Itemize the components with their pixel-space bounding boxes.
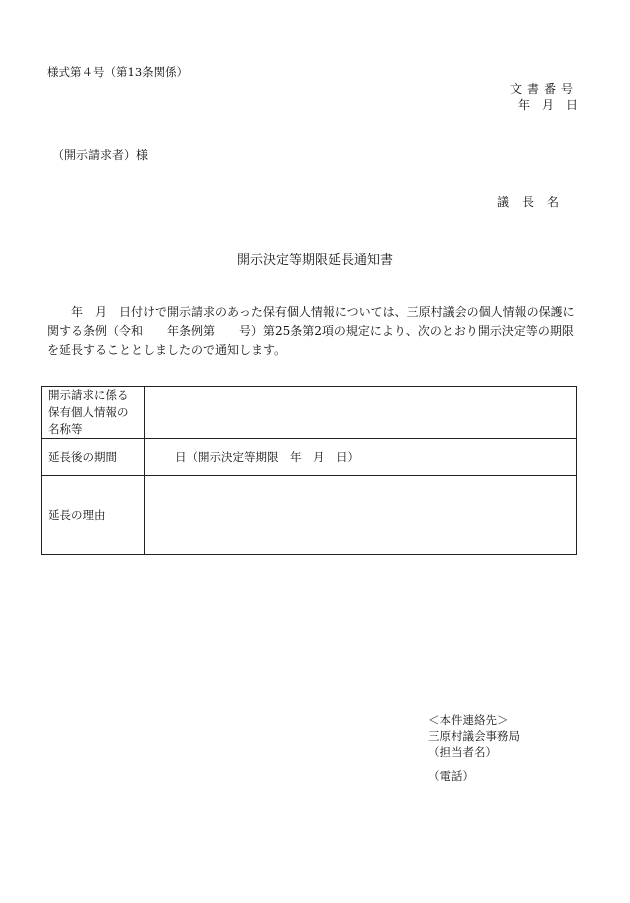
addressee: （開示請求者）様 [52,148,149,162]
contact-phone: （電話） [428,769,474,783]
row-label-info-name: 開示請求に係る保有個人情報の名称等 [42,387,145,439]
document-date: 年 月 日 [517,98,578,112]
table-row [42,439,577,476]
table-row [42,476,577,555]
row-value-reason [145,476,577,555]
body-paragraph [47,303,583,360]
contact-person: （担当者名） [428,745,497,759]
extension-info-table [41,386,577,555]
document-number: 文書番号 [509,82,578,96]
row-label-extended-period: 延長後の期間 [42,439,145,476]
row-value-extended-period: 日（開示決定等期限 年 月 日） [145,439,577,476]
row-label-reason: 延長の理由 [42,476,145,555]
contact-office: 三原村議会事務局 [428,729,520,743]
document-title: 開示決定等期限延長通知書 [236,253,393,268]
form-number: 様式第４号（第13条関係） [47,65,189,79]
contact-heading: ＜本件連絡先＞ [428,713,509,727]
row-value-info-name [145,387,577,439]
body-text: 年 月 日付けで開示請求のあった保有個人情報については、三原村議会の個人情報の保護に関する条例（令和 年条例第 号）第25条第2項の規定により、次のとおり開示決定等の期限を延長することとしましたので通知します。 [47,305,575,357]
issuer-name: 議長名 [496,195,572,209]
contact-block [428,712,520,784]
table-row [42,387,577,439]
